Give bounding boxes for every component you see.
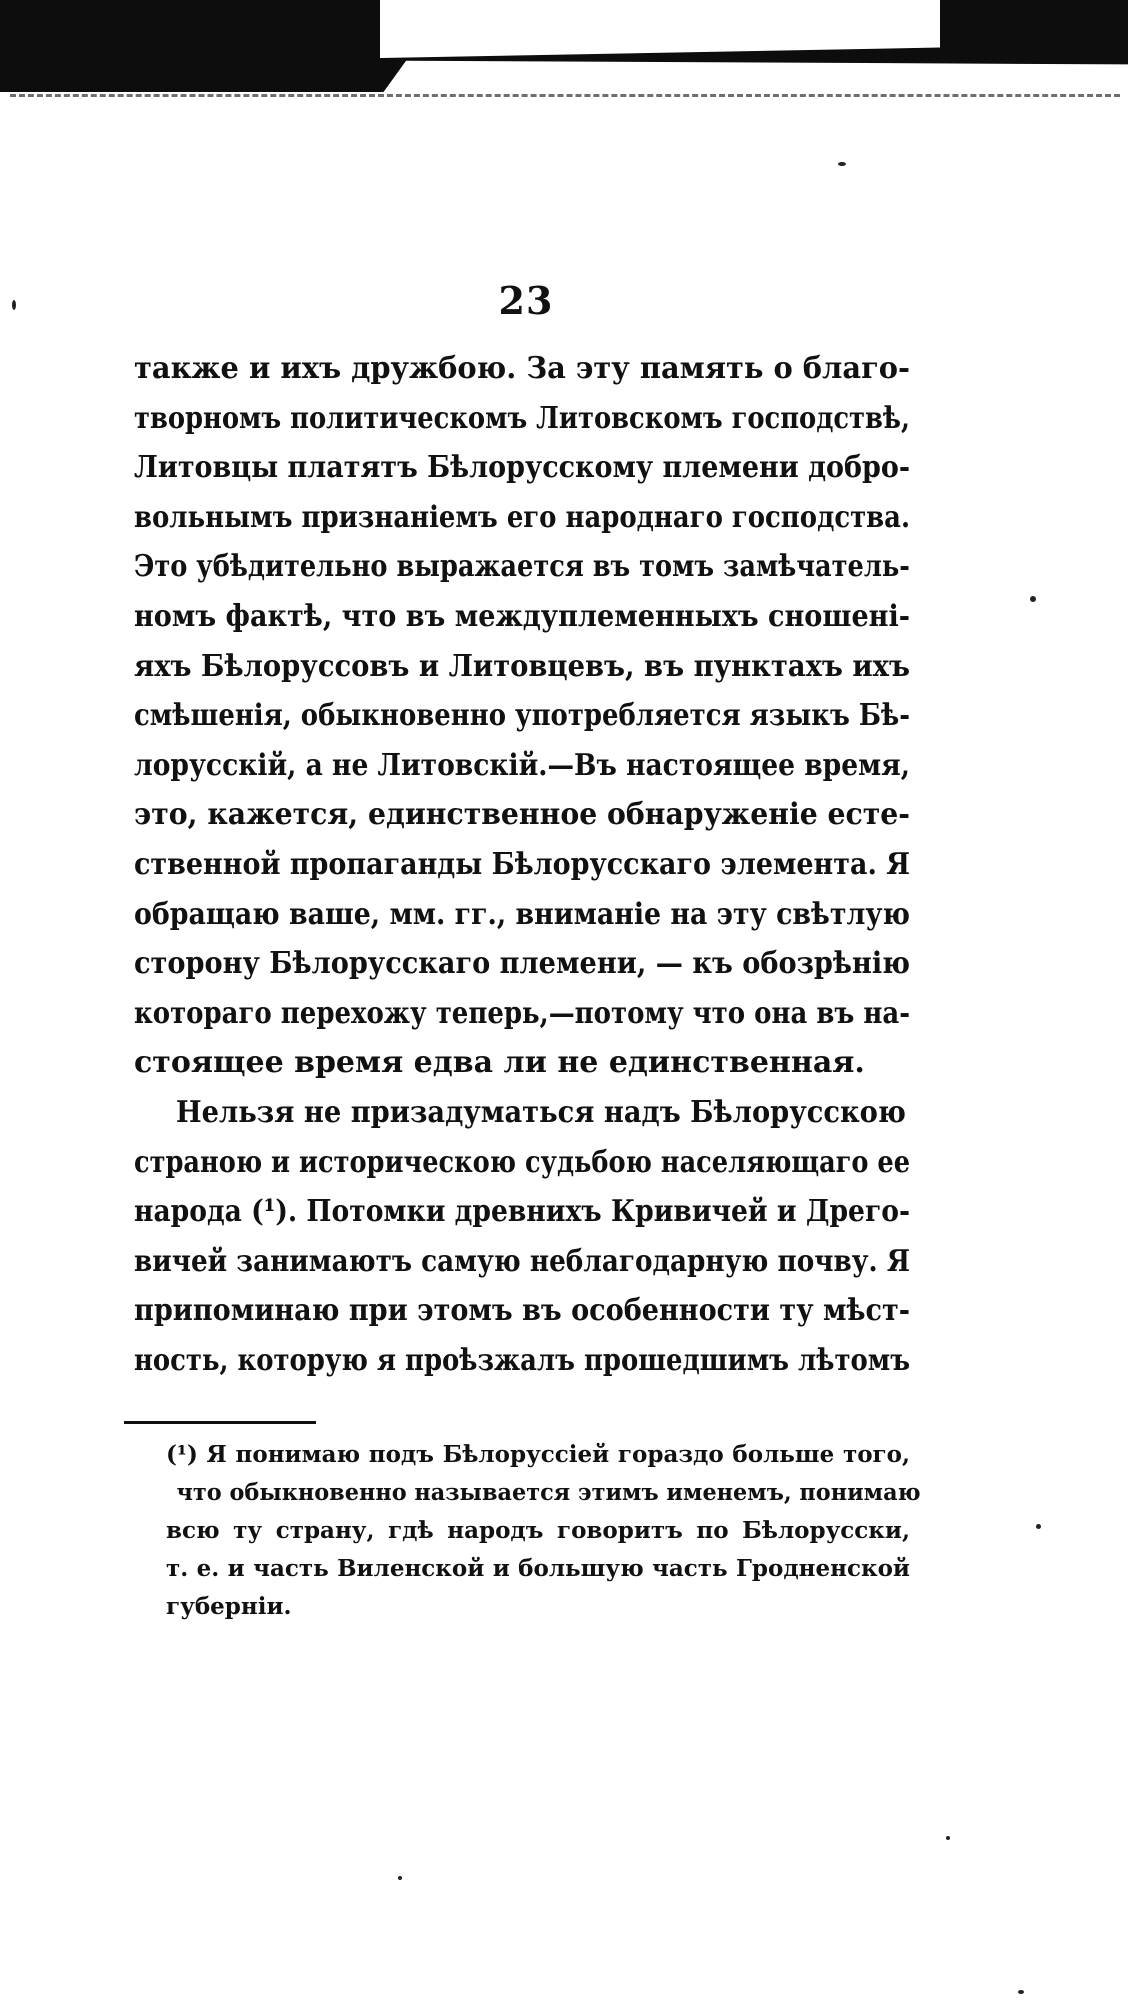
text-line: ность, которую я проѣзжалъ прошедшимъ лѣтомъ <box>134 1342 911 1378</box>
text-line: народа (¹). Потомки древнихъ Кривичей и Дрего- <box>134 1194 910 1230</box>
text-line: страною и историческою судьбою населяющаго ее <box>134 1144 911 1180</box>
text-line: номъ фактѣ, что въ междуплеменныхъ сношені- <box>134 598 910 634</box>
text-line: это, кажется, единственное обнаруженіе есте- <box>134 797 911 833</box>
scan-speck <box>398 1876 402 1880</box>
footnote-line: губерніи. <box>166 1593 292 1620</box>
footnote-line: всю ту страну, гдѣ народъ говоритъ по Бѣлорусски, <box>166 1517 910 1544</box>
text-line: Литовцы платятъ Бѣлорусскому племени добро- <box>134 450 911 486</box>
text-line: обращаю ваше, мм. гг., вниманіе на эту свѣтлую <box>134 896 910 932</box>
text-line: лорусскій, а не Литовскій.—Въ настоящее время, <box>134 747 910 783</box>
scan-speck <box>946 1836 950 1840</box>
text-line: припоминаю при этомъ въ особенности ту мѣст- <box>134 1293 911 1329</box>
footnote-line: что обыкновенно называется этимъ именемъ, понимаю <box>176 1479 921 1506</box>
footnote-divider <box>124 1421 316 1424</box>
page-number: 23 <box>498 278 554 323</box>
text-line: яхъ Бѣлоруссовъ и Литовцевъ, въ пунктахъ ихъ <box>134 648 910 684</box>
scan-speck <box>1036 1524 1041 1529</box>
text-line: творномъ политическомъ Литовскомъ господствѣ, <box>134 400 910 436</box>
footnote <box>166 1436 921 1626</box>
text-line: также и ихъ дружбою. За эту память о благо- <box>134 351 910 386</box>
text-line: сторону Бѣлорусскаго племени, — къ обозрѣнію <box>134 946 911 982</box>
scan-speck <box>1030 596 1036 602</box>
text-line: смѣшенія, обыкновенно употребляется языкъ Бѣ- <box>134 698 911 734</box>
text-line: Нельзя не призадуматься надъ Бѣлорусскою <box>175 1094 906 1130</box>
scan-speck <box>1018 1990 1024 1994</box>
footnote-line: т. е. и часть Виленской и большую часть Гродненской <box>166 1555 910 1582</box>
body-text <box>134 344 910 1385</box>
text-line: ственной пропаганды Бѣлорусскаго элемента. Я <box>134 846 911 882</box>
scan-speck <box>838 162 846 166</box>
text-line: вольнымъ признаніемъ его народнаго господства. <box>134 499 911 535</box>
text-line: стоящее время едва ли не единственная. <box>134 1045 865 1081</box>
text-line: Это убѣдительно выражается въ томъ замѣчатель- <box>134 549 910 585</box>
text-line: вичей занимаютъ самую неблагодарную почву. Я <box>134 1243 911 1279</box>
scan-dashed-edge <box>10 94 1120 97</box>
text-line: котораго перехожу теперь,—потому что она въ на- <box>134 995 910 1031</box>
footnote-line: (¹) Я понимаю подъ Бѣлоруссіей гораздо больше того, <box>166 1441 910 1468</box>
